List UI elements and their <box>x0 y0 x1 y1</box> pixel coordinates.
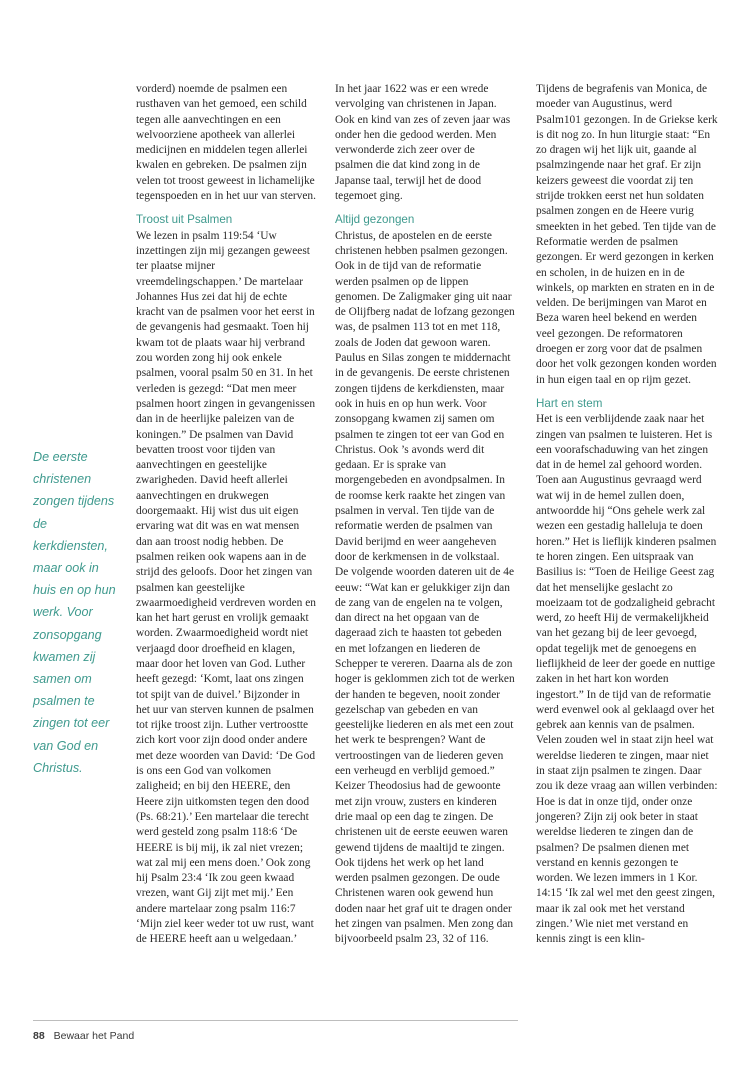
column3-body: Het is een verblijdende zaak naar het zingen van psalmen te luisteren. Het is een voorafschaduwing van het zingen dat in de hemel zal gehoord worden. Toen aan Augustinus gevraagd werd wat wij in de hemel zullen doen, antwoordde hij “Ons gehele werk zal wezen een gestadig halleluja te doen horen.” Het is lieflijk kinderen psalmen te horen zingen. Een uitspraak van Basilius is: “Toen de Heilige Geest zag dat het menselijke geslacht zo moeizaam tot de godzaligheid gebracht werd, zo heeft Hij de vermakelijkheid van het gezang bij de leer gevoegd, opdat tegelijk met de genoegens en lieflijkheid de leer der goede en nuttige zaken in het hart kon worden ingestort.” In de tijd van de reformatie werd evenwel ook al geklaagd over het gebrek aan kennis van de psalmen. Velen zouden wel in staat zijn heel wat wereldse liederen te zingen, maar niet in staat zijn psalmen te zingen. Daar zou ik deze vraag aan willen verbinden: Hoe is dat in onze tijd, onder onze jongeren? Zijn zij ook beter in staat wereldse liederen te zingen dan de psalmen? De psalmen dienen met verstand en kennis gezongen te worden. We lezen immers in 1 Kor. 14:15 ‘Ik zal wel met den geest zingen, maar ik zal ook met het verstand zingen.’ Wie niet met verstand en kennis zingt is een klin- <box>536 413 718 946</box>
section-heading-hart: Hart en stem <box>536 396 603 410</box>
pull-quote: De eerste christenen zongen tijdens de kerkdiensten, maar ook in huis en op hun werk. Voor zonsopgang kwamen zij samen om psalmen te zingen tot eer van God en Christus. <box>33 450 116 775</box>
text-column-1 <box>136 82 316 948</box>
magazine-title: Bewaar het Pand <box>53 1030 135 1042</box>
footer-rule <box>33 1020 518 1021</box>
column2-intro: In het jaar 1622 was er een wrede vervolging van christenen in Japan. Ook en kind van zes of zeven jaar was onder hen die gedood werden. Men verwonderde zich zeer over de psalmen die dat kind zong in de Japanse taal, terwijl het de dood tegemoet ging. <box>335 83 511 203</box>
column1-intro: vorderd) noemde de psalmen een rusthaven van het gemoed, een schild tegen alle aanvechtingen en een welvoorziene apotheek van allerlei medicijnen en middelen tegen allerlei kwalen en gebreken. De psalmen zijn velen tot troost geweest in lichamelijke tegenspoeden en in het uur van sterven. <box>136 83 316 203</box>
text-column-3 <box>536 82 718 948</box>
column1-body: We lezen in psalm 119:54 ‘Uw inzettingen zijn mij gezangen geweest ter plaatse mijner vreemdelingschappen.’ De martelaar Johannes Hus zei dat hij de echte kracht van de psalmen voor het eerst in de gevangenis had gesmaakt. Toen hij kwam tot de plaats waar hij verbrand zou worden zong hij ook enkele psalmen, vooral psalm 50 en 31. In het verleden is gezegd: “Dat men meer psalmen hoort zingen in gevangenissen dan in de heerlijke paleizen van de koningen.” De psalmen van David bevatten troost voor tijden van aanvechtingen en geestelijke zwarigheden. David heeft allerlei aanvechtingen en drukwegen doorgemaakt. Hij wist dus uit eigen ervaring wat dit was en wat mensen dan aan troost nodig hebben. De psalmen reiken ook wapens aan in de strijd des geloofs. Door het zingen van psalmen kan geestelijke zwaarmoedigheid verdreven worden en kan het hart gerust en vrolijk gemaakt worden. Zwaarmoedigheid wordt niet verjaagd door droefheid en klagen, maar door het loven van God. Luther heeft gezegd: ‘Komt, laat ons zingen tot spijt van de duivel.’ Bijzonder in het uur van sterven kunnen de psalmen tot rijke troost zijn. Luther vertroostte zich kort voor zijn dood onder andere met deze woorden van David: ‘De God is ons een God van volkomen zaligheid; en bij den HEERE, den Heere zijn uitkomsten tegen den dood (Ps. 68:21).’ Een martelaar die terecht werd gesteld zong psalm 118:6 ‘De HEERE is bij mij, ik zal niet vrezen; wat zal mij een mens doen.’ Ook zong hij Psalm 23:4 ‘Ik zou geen kwaad vrezen, want Gij zijt met mij.’ Een andere martelaar zong psalm 116:7 ‘Mijn ziel keer weder tot uw rust, want de HEERE heeft aan u welgedaan.’ <box>136 229 316 946</box>
section-heading-altijd: Altijd gezongen <box>335 213 415 227</box>
text-column-2 <box>335 82 515 948</box>
column2-body: Christus, de apostelen en de eerste christenen hebben psalmen gezongen. Ook in de tijd van de reformatie werden psalmen op de lippen genomen. De Zaligmaker ging uit naar de Olijfberg nadat de lofzang gezongen was, de psalmen 113 tot en met 118, zoals de Joden dat gewoon waren. Paulus en Silas zongen te middernacht in de gevangenis. De eerste christenen zongen tijdens de kerkdiensten, maar ook in huis en op hun werk. Voor zonsopgang kwamen zij samen om psalmen te zingen tot eer van God en Christus. Ook ’s avonds werd dit gedaan. Er is sprake van morgengebeden en avondpsalmen. In de roomse kerk raakte het zingen van psalmen in verval. Ten tijde van de reformatie werden de psalmen van David berijmd en weer aangeheven door de kerkmensen in de volkstaal. De volgende woorden dateren uit de 4e eeuw: “Wat kan er gelukkiger zijn dan de zang van de engelen na te volgen, dan direct na het opgaan van de dageraad zich te haasten tot gebeden en met lofzangen en liederen de Schepper te vereren. Daarna als de zon hoger is geklommen zich tot de werken der handen te begeven, nooit zonder gezelschap van gebeden en van geestelijke liederen en als met een zout het werk te besprengen? Want de vertroostingen van de liederen geven een verheugd en verblijd gemoed.” Keizer Theodosius had de gewoonte met zijn vrouw, zusters en kinderen drie maal op een dag te zingen. De christenen uit de eerste eeuwen waren gewend tijdens de maaltijd te zingen. Ook tijdens het werk op het land werden psalmen gezongen. De oude Christenen waren ook gewend hun doden naar het graf uit te dragen onder het zingen van psalmen. Men zong dan bijvoorbeeld psalm 23, 32 of 116. <box>335 229 515 946</box>
section-heading-troost: Troost uit Psalmen <box>136 213 233 227</box>
page-footer <box>33 1030 134 1042</box>
column3-intro: Tijdens de begrafenis van Monica, de moeder van Augustinus, werd Psalm101 gezongen. In de Griekse kerk is dit nog zo. In hun liturgie staat: “En zo dragen wij het lijk uit, gaande al psalmzingende naar het graf. Er zijn keizers geweest die voordat zij ten strijde trokken eerst net hun soldaten psalmen zongen en de Heere vurig smeekten in het gebed. Ten tijde van de Reformatie werden de psalmen gezongen. Er werd gezongen in kerken en scholen, in de huizen en in de winkels, op markten en straten en in de velden. De berijmingen van Marot en Beza waren heel bekend en werden veel gezongen. De reformatoren droegen er zorg voor dat de psalmen door het volk gezongen konden worden in hun eigen taal en op rijm gezet. <box>536 83 718 386</box>
page-number: 88 <box>33 1030 45 1042</box>
